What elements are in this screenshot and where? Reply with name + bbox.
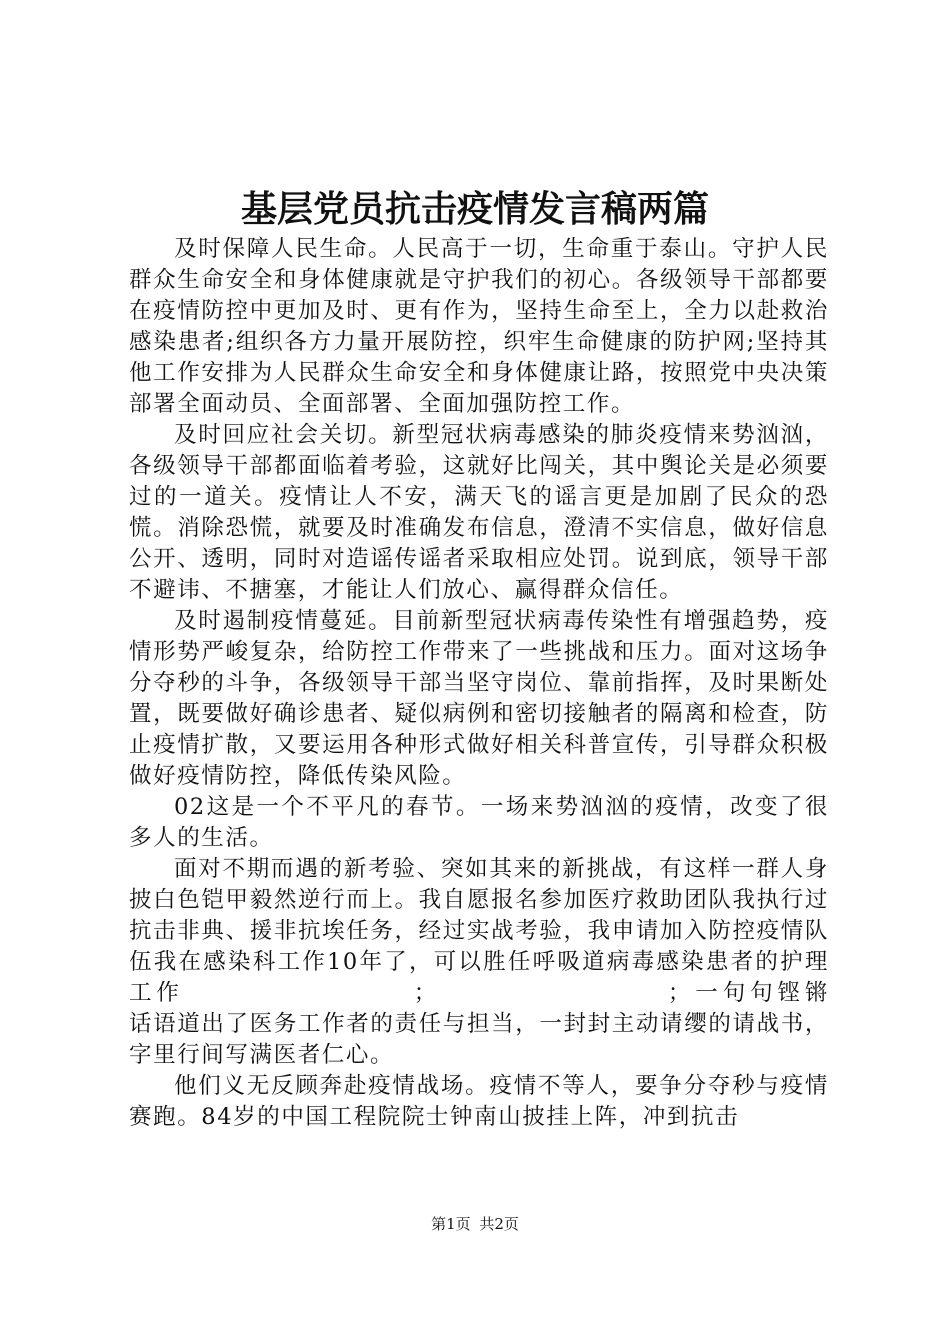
paragraph: 及时回应社会关切。新型冠状病毒感染的肺炎疫情来势汹汹，各级领导干部都面临着考验，这就好比闯关，其中舆论关是必须要过的一道关。疫情让人不安，满天飞的谣言更是加剧了民众的恐慌。消除恐慌，就要及时准确发布信息，澄清不实信息，做好信息公开、透明，同时对造谣传谣者采取相应处罚。说到底，领导干部不避讳、不搪塞，才能让人们放心、赢得群众信任。 — [129, 422, 829, 603]
page-number: 第1页 — [431, 1215, 471, 1233]
page-total: 共2页 — [479, 1215, 519, 1233]
document-body — [129, 234, 829, 1133]
semicolon-mark: ； — [413, 980, 438, 1006]
paragraph: 及时保障人民生命。人民高于一切，生命重于泰山。守护人民群众生命安全和身体健康就是守护我们的初心。各级领导干部都要在疫情防控中更加及时、更有作为，坚持生命至上，全力以赴救治感染患者;组织各方力量开展防控，织牢生命健康的防护网;坚持其他工作安排为人民群众生命安全和身体健康让路，按照党中央决策部署全面动员、全面部署、全面加强防控工作。 — [129, 236, 829, 417]
page-footer — [0, 1214, 950, 1234]
paragraph: 及时遏制疫情蔓延。目前新型冠状病毒传染性有增强趋势，疫情形势严峻复杂，给防控工作带来了一些挑战和压力。面对这场争分夺秒的斗争，各级领导干部当坚守岗位、靠前指挥，及时果断处置，既要做好确诊患者、疑似病例和密切接触者的隔离和检查，防止疫情扩散，又要运用各种形式做好相关科普宣传，引导群众积极做好疫情防控，降低传染风险。 — [129, 608, 829, 789]
paragraph: 他们义无反顾奔赴疫情战场。疫情不等人，要争分夺秒与疫情赛跑。84岁的中国工程院院士钟南山披挂上阵，冲到抗击 — [129, 1073, 829, 1130]
paragraph-volunteer — [129, 854, 829, 1071]
paragraph-volunteer-tail: 一句句铿锵话语道出了医务工作者的责任与担当，一封封主动请缨的请战书，字里行间写满医者仁心。 — [129, 980, 829, 1068]
paragraph-volunteer-text: 面对不期而遇的新考验、突如其来的新挑战，有这样一群人身披白色铠甲毅然逆行而上。我自愿报名参加医疗救助团队我执行过抗击非典、援非抗埃任务，经过实战考验，我申请加入防控疫情队伍我在感染科工作10年了，可以胜任呼吸道病毒感染患者的护理工作 — [129, 856, 829, 1006]
document-title: 基层党员抗击疫情发言稿两篇 — [240, 189, 709, 230]
semicolon-mark: ； — [667, 980, 693, 1006]
paragraph: 02这是一个不平凡的春节。一场来势汹汹的疫情，改变了很多人的生活。 — [129, 794, 829, 851]
